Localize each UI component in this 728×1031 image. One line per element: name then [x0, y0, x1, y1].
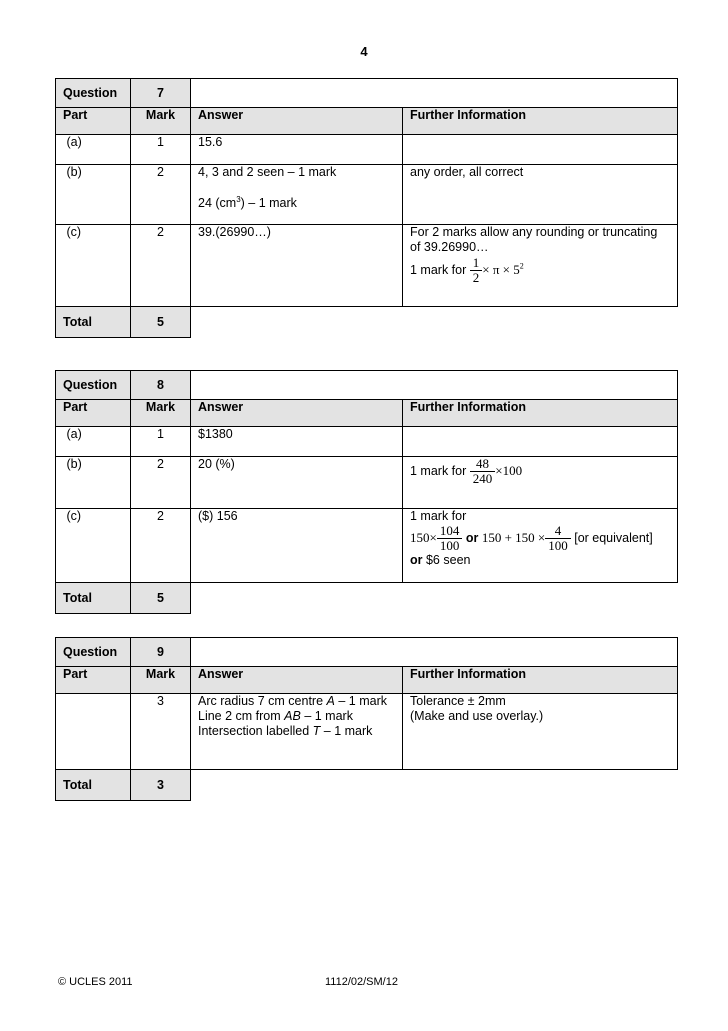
- question-number: 9: [131, 638, 191, 667]
- mark-cell: 2: [131, 509, 191, 583]
- further-header: Further Information: [403, 667, 678, 694]
- answer-cell: Arc radius 7 cm centre A – 1 mark Line 2 cm from AB – 1 mark Intersection labelled T – 1 mark: [191, 694, 403, 770]
- fraction: $\frac{4}{100}$: [545, 524, 571, 553]
- part-cell: (c): [56, 509, 131, 583]
- answer-cell: 15.6: [191, 135, 403, 165]
- answer-header: Answer: [191, 667, 403, 694]
- part-cell: (a): [56, 135, 131, 165]
- part-cell: (b): [56, 457, 131, 509]
- mark-cell: 2: [131, 457, 191, 509]
- answer-header: Answer: [191, 108, 403, 135]
- mark-cell: 2: [131, 165, 191, 225]
- part-header: Part: [56, 400, 131, 427]
- question-number: 8: [131, 371, 191, 400]
- mark-cell: 2: [131, 225, 191, 307]
- mark-header: Mark: [131, 108, 191, 135]
- footer-copyright: © UCLES 2011: [58, 976, 133, 988]
- info-cell: any order, all correct: [403, 165, 678, 225]
- part-header: Part: [56, 108, 131, 135]
- answer-cell: $1380: [191, 427, 403, 457]
- question-8-table: [55, 370, 678, 614]
- further-header: Further Information: [403, 400, 678, 427]
- answer-cell: 20 (%): [191, 457, 403, 509]
- mark-cell: 1: [131, 427, 191, 457]
- question-9-table: [55, 637, 678, 801]
- question-7-table: [55, 78, 678, 338]
- page-number: 4: [360, 44, 368, 59]
- part-cell: (a): [56, 427, 131, 457]
- footer-code: 1112/02/SM/12: [325, 976, 398, 988]
- total-value: 5: [131, 583, 191, 614]
- answer-cell: ($) 156: [191, 509, 403, 583]
- further-header: Further Information: [403, 108, 678, 135]
- mark-header: Mark: [131, 667, 191, 694]
- info-cell: 1 mark for $\frac{48}{240}$ ×100: [403, 457, 678, 509]
- fraction: $\frac{48}{240}$: [470, 457, 496, 486]
- info-cell: Tolerance ± 2mm (Make and use overlay.): [403, 694, 678, 770]
- total-value: 3: [131, 770, 191, 801]
- question-number: 7: [131, 79, 191, 108]
- answer-cell: 39.(26990…): [191, 225, 403, 307]
- total-label: Total: [56, 307, 131, 338]
- total-value: 5: [131, 307, 191, 338]
- mark-cell: 3: [131, 694, 191, 770]
- mark-cell: 1: [131, 135, 191, 165]
- info-cell: For 2 marks allow any rounding or truncating of 39.26990… 1 mark for $\frac{1}{2}$ × $\pi \times 5^2$: [403, 225, 678, 307]
- question-label: Question: [56, 79, 131, 108]
- part-cell: [56, 694, 131, 770]
- part-cell: (c): [56, 225, 131, 307]
- question-label: Question: [56, 371, 131, 400]
- total-label: Total: [56, 583, 131, 614]
- info-cell: 1 mark for 150× $\frac{104}{100}$ or 150 + 150 × $\frac{4}{100}$ [or equivalent] or $6 seen: [403, 509, 678, 583]
- question-label: Question: [56, 638, 131, 667]
- part-header: Part: [56, 667, 131, 694]
- mark-header: Mark: [131, 400, 191, 427]
- answer-header: Answer: [191, 400, 403, 427]
- fraction: $\frac{104}{100}$: [437, 524, 463, 553]
- fraction: $\frac{1}{2}$: [470, 256, 483, 285]
- total-label: Total: [56, 770, 131, 801]
- answer-cell: 4, 3 and 2 seen – 1 mark 24 $(cm^3) - 1$ mark: [191, 165, 403, 225]
- part-cell: (b): [56, 165, 131, 225]
